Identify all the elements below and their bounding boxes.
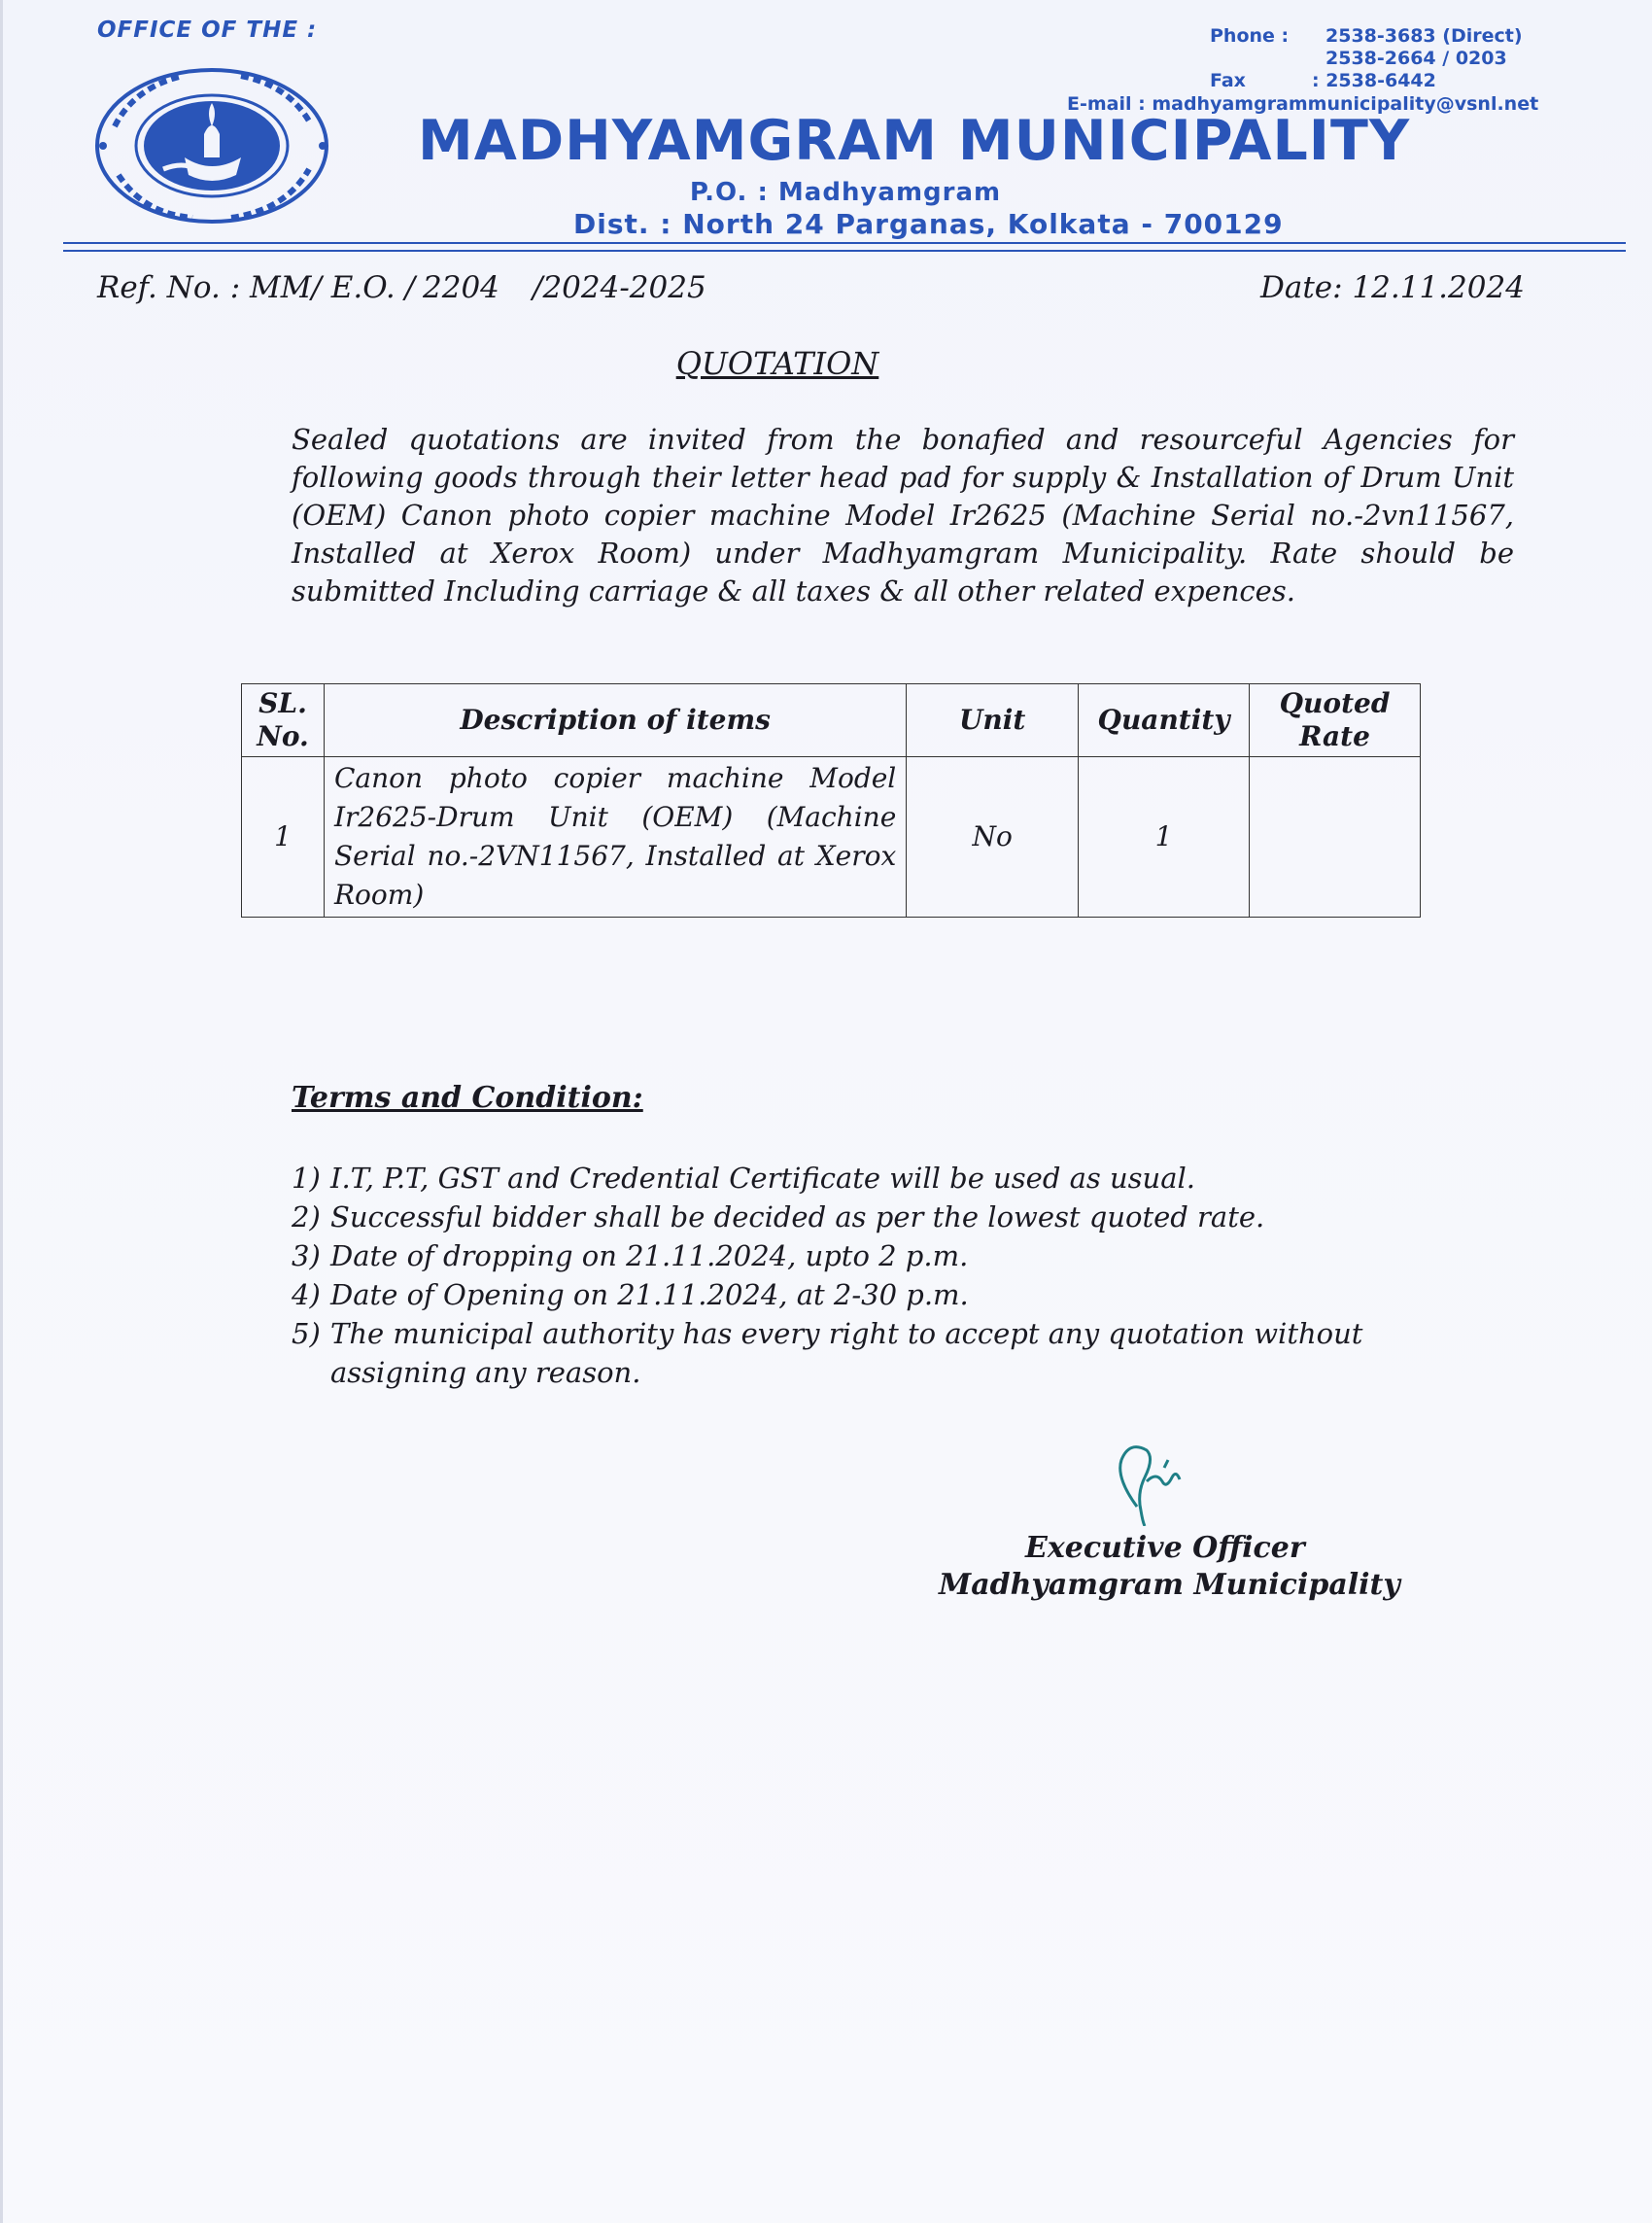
column-header-quoted-rate: Quoted Rate: [1250, 684, 1421, 757]
phone-secondary: 2538-2664 / 0203: [1325, 48, 1507, 69]
table-row: [242, 757, 1421, 918]
list-item: 1) I.T, P.T, GST and Credential Certificate will be used as usual.: [292, 1162, 1196, 1195]
cell-unit: No: [907, 757, 1079, 918]
column-header-unit: Unit: [907, 684, 1079, 757]
post-office-line: P.O. : Madhyamgram: [689, 178, 1002, 207]
list-item: 4) Date of Opening on 21.11.2024, at 2-30 p.m.: [292, 1278, 969, 1311]
list-item: 5) The municipal authority has every right to accept any quotation without assigning any reason.: [292, 1317, 1363, 1389]
cell-sl: 1: [242, 757, 325, 918]
letterhead-divider-top: [63, 242, 1626, 244]
email-address: E-mail : madhyamgrammunicipality@vsnl.net: [1067, 93, 1539, 115]
cell-description: Canon photo copier machine Model Ir2625-Drum Unit (OEM) (Machine Serial no.-2VN11567, Installed at Xerox Room): [324, 757, 906, 918]
cell-quoted-rate: [1250, 757, 1421, 918]
phone-label: Phone :: [1210, 25, 1290, 47]
reference-prefix: Ref. No. : MM/ E.O. /: [97, 270, 416, 305]
intro-paragraph: Sealed quotations are invited from the bonafied and resourceful Agencies for following goods through their letter head pad for supply & Installation of Drum Unit (OEM) Canon photo copier machine Model Ir2625 (Machine Serial no.-2vn11567, Installed at Xerox Room) under Madhyamgram Municipality. Rate should be submitted Including carriage & all taxes & all other related expences.: [292, 423, 1514, 608]
cell-quantity: 1: [1079, 757, 1250, 918]
document-date: Date: 12.11.2024: [1260, 270, 1525, 305]
office-of-label: OFFICE OF THE :: [97, 17, 318, 43]
signatory-title: Executive Officer: [1025, 1531, 1305, 1565]
terms-heading: Terms and Condition:: [292, 1081, 643, 1115]
scan-edge: [0, 0, 3, 2223]
fax-number: : 2538-6442: [1312, 70, 1436, 91]
reference-memo-number: 2204: [423, 270, 499, 305]
fax-label: Fax: [1210, 70, 1246, 91]
signatory-organization: Madhyamgram Municipality: [939, 1568, 1400, 1602]
column-header-sl: SL. No.: [242, 684, 325, 757]
column-header-description: Description of items: [324, 684, 906, 757]
list-item: 2) Successful bidder shall be decided as per the lowest quoted rate.: [292, 1200, 1265, 1233]
table-header-row: [242, 684, 1421, 757]
document-title: QUOTATION: [675, 345, 879, 382]
items-table: [241, 683, 1421, 918]
reference-number: [97, 270, 706, 305]
terms-list: [292, 1159, 1506, 1392]
column-header-quantity: Quantity: [1079, 684, 1250, 757]
list-item: 3) Date of dropping on 21.11.2024, upto 2 p.m.: [292, 1239, 969, 1272]
letterhead-divider-bottom: [63, 250, 1626, 252]
phone-direct: 2538-3683 (Direct): [1325, 25, 1523, 47]
municipality-name: MADHYAMGRAM MUNICIPALITY: [418, 109, 1411, 173]
reference-year: /2024-2025: [533, 270, 706, 305]
handwritten-signature: [1108, 1439, 1186, 1526]
district-line: Dist. : North 24 Parganas, Kolkata - 700129: [573, 208, 1284, 239]
